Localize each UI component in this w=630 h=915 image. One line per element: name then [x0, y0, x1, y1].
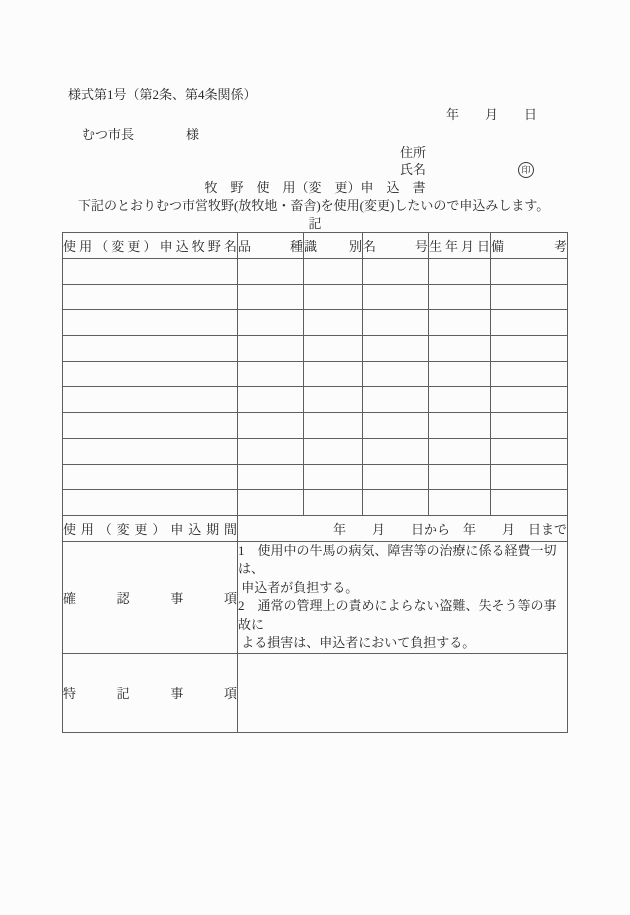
column-header-breed: 品種: [238, 233, 304, 259]
empty-cell: [304, 464, 363, 490]
empty-cell: [363, 387, 429, 413]
column-header-remarks: 備考: [491, 233, 568, 259]
confirm-line: よる損害は、申込者において負担する。: [238, 635, 476, 651]
empty-cell: [491, 490, 568, 516]
empty-cell: [304, 438, 363, 464]
empty-cell: [238, 361, 304, 387]
record-marker: 記: [308, 216, 322, 231]
table-row: [63, 259, 568, 285]
empty-cell: [363, 361, 429, 387]
empty-cell: [304, 490, 363, 516]
empty-cell: [491, 413, 568, 439]
confirm-row: [63, 541, 568, 653]
empty-cell: [238, 387, 304, 413]
empty-cell: [363, 310, 429, 336]
empty-cell: [491, 361, 568, 387]
confirm-line: 2 通常の管理上の責めによらない盗難、失そう等の事故に: [238, 598, 557, 632]
table-row: [63, 490, 568, 516]
period-row: [63, 515, 568, 541]
empty-cell: [238, 490, 304, 516]
empty-cell: [238, 464, 304, 490]
empty-cell: [363, 413, 429, 439]
empty-cell: [429, 387, 491, 413]
confirm-text-cell: [238, 541, 568, 653]
header-row: [63, 233, 568, 259]
empty-cell: [238, 310, 304, 336]
empty-cell: [63, 336, 238, 362]
empty-cell: [491, 336, 568, 362]
empty-cell: [363, 490, 429, 516]
empty-cell: [304, 284, 363, 310]
special-value-cell: [238, 653, 568, 732]
address-label: 住所: [400, 145, 427, 160]
empty-cell: [63, 413, 238, 439]
form-number: 様式第1号（第2条、第4条関係）: [68, 87, 257, 102]
empty-cell: [429, 284, 491, 310]
table-row: [63, 438, 568, 464]
empty-cell: [63, 259, 238, 285]
confirm-line: 1 使用中の牛馬の病気、障害等の治療に係る経費一切は、: [238, 542, 557, 577]
page-title: 牧 野 使 用（変 更）申 込 書: [204, 180, 426, 195]
column-header-name-number: 名号: [363, 233, 429, 259]
empty-cell: [429, 464, 491, 490]
empty-cell: [429, 413, 491, 439]
addressee-line: むつ市長 様: [82, 127, 200, 142]
name-label: 氏名: [400, 162, 427, 177]
period-value-cell: 年 月 日から 年 月 日まで: [238, 515, 568, 541]
seal-icon: 印: [518, 162, 534, 178]
empty-cell: [63, 464, 238, 490]
table-row: [63, 387, 568, 413]
confirm-line: 申込者が負担する。: [238, 579, 359, 595]
empty-cell: [304, 336, 363, 362]
empty-cell: [304, 259, 363, 285]
empty-cell: [429, 336, 491, 362]
empty-cell: [238, 413, 304, 439]
date-line: 年 月 日: [445, 107, 537, 122]
table-row: [63, 284, 568, 310]
table-row: [63, 413, 568, 439]
table-body: [63, 259, 568, 516]
empty-cell: [304, 413, 363, 439]
empty-cell: [429, 438, 491, 464]
empty-cell: [491, 310, 568, 336]
empty-cell: [429, 259, 491, 285]
empty-cell: [63, 387, 238, 413]
empty-cell: [363, 438, 429, 464]
empty-cell: [63, 490, 238, 516]
empty-cell: [238, 336, 304, 362]
column-header-pasture-name: 使用（変更）申込牧野名: [63, 233, 238, 259]
empty-cell: [304, 387, 363, 413]
empty-cell: [491, 464, 568, 490]
special-label-cell: 特記事項: [63, 653, 238, 732]
intro-text: 下記のとおりむつ市営牧野(放牧地・畜舎)を使用(変更)したいので申込みします。: [78, 198, 550, 213]
application-table: [62, 232, 568, 733]
special-row: [63, 653, 568, 732]
empty-cell: [63, 310, 238, 336]
empty-cell: [238, 259, 304, 285]
empty-cell: [238, 284, 304, 310]
column-header-identification: 識別: [304, 233, 363, 259]
empty-cell: [491, 284, 568, 310]
empty-cell: [363, 336, 429, 362]
empty-cell: [363, 259, 429, 285]
empty-cell: [304, 310, 363, 336]
empty-cell: [304, 361, 363, 387]
empty-cell: [363, 464, 429, 490]
empty-cell: [491, 259, 568, 285]
empty-cell: [429, 361, 491, 387]
empty-cell: [491, 387, 568, 413]
empty-cell: [63, 361, 238, 387]
empty-cell: [429, 310, 491, 336]
empty-cell: [63, 284, 238, 310]
table-row: [63, 361, 568, 387]
empty-cell: [429, 490, 491, 516]
empty-cell: [63, 438, 238, 464]
period-label-cell: 使用（変更）申込期間: [63, 515, 238, 541]
table-row: [63, 336, 568, 362]
column-header-birthdate: 生年月日: [429, 233, 491, 259]
confirm-label-cell: 確認事項: [63, 541, 238, 653]
empty-cell: [238, 438, 304, 464]
empty-cell: [363, 284, 429, 310]
empty-cell: [491, 438, 568, 464]
table-row: [63, 464, 568, 490]
name-line: [0, 161, 630, 178]
table-row: [63, 310, 568, 336]
